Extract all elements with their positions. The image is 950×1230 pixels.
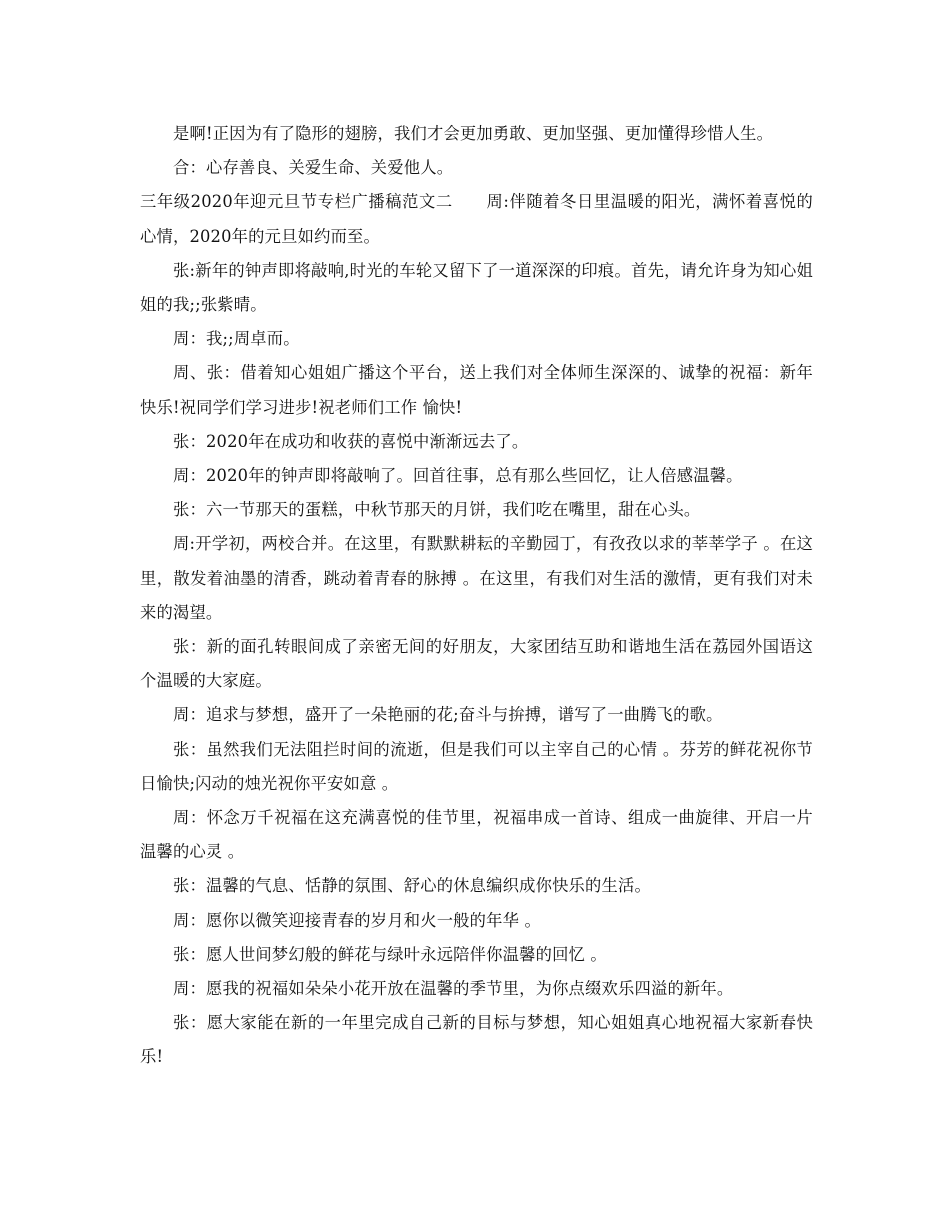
paragraph-8: 周：2020年的钟声即将敲响了。回首往事，总有那么些回忆，让人倍感温馨。: [173, 466, 743, 486]
paragraph-7: 张：2020年在成功和收获的喜悦中渐渐远去了。: [173, 431, 529, 451]
paragraph-17: 张：愿人世间梦幻般的鲜花与绿叶永远陪伴你温馨的回忆 。: [173, 944, 607, 964]
paragraph-9: 张：六一节那天的蛋糕，中秋节那天的月饼，我们吃在嘴里，甜在心头。: [173, 500, 701, 520]
paragraph-14: 周：怀念万千祝福在这充满喜悦的佳节里，祝福串成一首诗、组成一曲旋律、开启一片温馨的心灵 。: [140, 808, 813, 862]
document-body: [140, 117, 813, 1075]
paragraph-11: 张：新的面孔转眼间成了亲密无间的好朋友，大家团结互助和谐地生活在荔园外国语这个温暖的大家庭。: [140, 637, 813, 691]
paragraph-19: 张：愿大家能在新的一年里完成自己新的目标与梦想，知心姐姐真心地祝福大家新春快乐!: [140, 1013, 813, 1067]
paragraph-10: 周:开学初，两校合并。在这里，有默默耕耘的辛勤园丁，有孜孜以求的莘莘学子 。在这里，散发着油墨的清香，跳动着青春的脉搏 。在这里，有我们对生活的激情，更有我们对未来的渴望。: [140, 534, 813, 622]
paragraph-4: 张:新年的钟声即将敲响,时光的车轮又留下了一道深深的印痕。首先，请允许身为知心姐姐的我;;张紫晴。: [140, 260, 813, 315]
paragraph-12: 周：追求与梦想，盛开了一朵艳丽的花;奋斗与拚搏，谱写了一曲腾飞的歌。: [173, 705, 723, 725]
paragraph-13: 张：虽然我们无法阻拦时间的流逝，但是我们可以主宰自己的心情 。芬芳的鲜花祝你节日愉快;闪动的烛光祝你平安如意 。: [140, 739, 813, 793]
paragraph-5: 周：我;;周卓而。: [173, 329, 300, 349]
paragraph-6: 周、张：借着知心姐姐广播这个平台，送上我们对全体师生深深的、诚挚的祝福：新年快乐!祝同学们学习进步!祝老师们工作 愉快!: [140, 363, 813, 417]
paragraph-16: 周：愿你以微笑迎接青春的岁月和火一般的年华 。: [173, 910, 541, 930]
paragraph-2: 合：心存善良、关爱生命、关爱他人。: [173, 158, 454, 178]
paragraph-18: 周：愿我的祝福如朵朵小花开放在温馨的季节里，为你点缀欢乐四溢的新年。: [173, 979, 734, 999]
section-heading-paragraph: 三年级2020年迎元旦节专栏广播稿范文二 周:伴随着冬日里温暖的阳光，满怀着喜悦的心情，2020年的元旦如约而至。: [140, 192, 813, 246]
paragraph-1: 是啊!正因为有了隐形的翅膀，我们才会更加勇敢、更加坚强、更加懂得珍惜人生。: [173, 124, 774, 143]
paragraph-15: 张：温馨的气息、恬静的氛围、舒心的休息编织成你快乐的生活。: [173, 876, 651, 896]
